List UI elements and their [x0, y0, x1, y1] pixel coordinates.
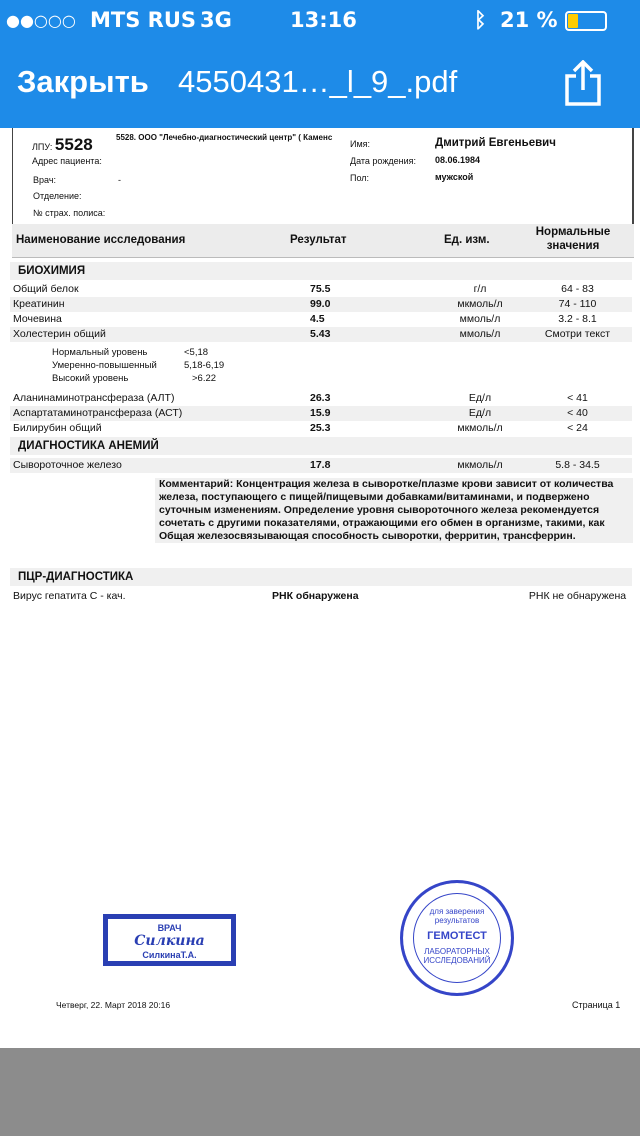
footer-date: Четверг, 22. Март 2018 20:16: [56, 1000, 171, 1010]
policy-label: № страх. полиса:: [33, 208, 106, 218]
iron-comment: Комментарий: Концентрация железа в сыворотке/плазме крови зависит от количества железа, поступающего с пищей/пищевыми добавками/витаминами, и подвержено суточным изменениям. Определение уровня сывороточного железа рекомендуется сочетать с другими показателями, отражающими его обмен в организме, такими, как Общая железосвязывающая способность сыворотки, ферритин, трансферрин.: [155, 478, 633, 543]
network: 3G: [200, 8, 232, 32]
document-title: 4550431…_l_9_.pdf: [178, 64, 458, 99]
sex-value: мужской: [435, 172, 474, 182]
table-row: [10, 391, 632, 406]
cell-name: Сывороточное железо: [13, 459, 122, 471]
lpu-org: 5528. ООО "Лечебно-диагностический центр" ( Каменс: [116, 133, 333, 142]
doctor-stamp: ВРАЧ Силкина СилкинаТ.А.: [103, 914, 236, 966]
doctor-value: -: [118, 175, 121, 185]
cell-result: 26.3: [310, 392, 331, 404]
doctor-label: Врач:: [33, 175, 57, 185]
cell-norm: < 41: [567, 392, 588, 404]
cell-result: РНК обнаружена: [272, 590, 359, 602]
table-row: [10, 327, 632, 342]
cell-norm: 74 - 110: [558, 298, 597, 310]
cell-unit: г/л: [473, 283, 487, 295]
signal-icon: ●●○○○: [6, 11, 76, 30]
col-result: Результат: [290, 234, 347, 246]
note-label: Умеренно-повышенный: [52, 360, 157, 371]
cell-name: Холестерин общий: [13, 328, 106, 340]
battery-percent: 21 %: [500, 8, 558, 32]
department-label: Отделение:: [33, 191, 82, 201]
cell-unit: ммоль/л: [459, 328, 501, 340]
carrier: MTS RUS: [90, 8, 197, 32]
cell-result: 25.3: [310, 422, 331, 434]
sex-label: Пол:: [350, 173, 370, 183]
section-biochemistry: БИОХИМИЯ: [10, 262, 632, 280]
cell-unit: мкмоль/л: [457, 422, 503, 434]
cell-result: 75.5: [310, 283, 331, 295]
cell-name: Мочевина: [13, 313, 62, 325]
table-row: [10, 282, 632, 297]
cell-norm: 3.2 - 8.1: [558, 313, 597, 325]
cell-name: Вирус гепатита С - кач.: [13, 590, 126, 602]
cell-result: 5.43: [310, 328, 331, 340]
cell-name: Общий белок: [13, 283, 79, 295]
cell-unit: ммоль/л: [459, 313, 501, 325]
laboratory-seal: для заверения результатов ГЕМОТЕСТ ЛАБОРАТОРНЫХ ИССЛЕДОВАНИЙ: [400, 880, 514, 996]
close-button[interactable]: Закрыть: [17, 64, 149, 99]
share-icon[interactable]: [563, 60, 603, 106]
table-header: [12, 224, 634, 258]
cell-unit: мкмоль/л: [457, 298, 503, 310]
section-anemia: ДИАГНОСТИКА АНЕМИЙ: [10, 437, 632, 455]
cholesterol-note: [52, 346, 224, 385]
cell-norm: РНК не обнаружена: [528, 590, 627, 602]
name-label: Имя:: [350, 139, 371, 149]
note-value: >6.22: [192, 373, 217, 384]
lpu-label: ЛПУ:: [32, 142, 53, 152]
col-unit: Ед. изм.: [444, 234, 490, 246]
dob-label: Дата рождения:: [350, 156, 416, 166]
cell-unit: мкмоль/л: [457, 459, 503, 471]
table-row: [10, 406, 632, 421]
table-row: [10, 297, 632, 312]
table-row: [10, 421, 632, 436]
col-name: Наименование исследования: [16, 234, 186, 246]
battery-icon: [565, 11, 607, 31]
cell-name: Аланинаминотрансфераза (АЛТ): [13, 392, 175, 404]
col-norm-2: значения: [546, 240, 600, 252]
col-norm: Нормальные: [535, 226, 611, 238]
table-row: [10, 458, 632, 473]
cell-norm: 5.8 - 34.5: [555, 459, 600, 471]
dob-value: 08.06.1984: [435, 155, 481, 165]
note-value: 5,18-6,19: [184, 360, 225, 371]
cell-result: 17.8: [310, 459, 331, 471]
cell-name: Креатинин: [13, 298, 65, 310]
cell-norm: < 40: [567, 407, 588, 419]
note-label: Нормальный уровень: [52, 347, 148, 358]
table-row: [10, 312, 632, 327]
cell-name: Аспартатаминотрансфераза (АСТ): [13, 407, 183, 419]
cell-result: 15.9: [310, 407, 331, 419]
cell-unit: Ед/л: [468, 407, 492, 419]
cell-result: 99.0: [310, 298, 331, 310]
cell-norm: Смотри текст: [544, 328, 611, 340]
note-label: Высокий уровень: [52, 373, 129, 384]
note-value: <5,18: [184, 347, 209, 358]
address-label: Адрес пациента:: [32, 156, 102, 166]
cell-result: 4.5: [310, 313, 325, 325]
table-row: [10, 589, 632, 604]
cell-name: Билирубин общий: [13, 422, 102, 434]
page-number: Страница 1: [572, 1000, 621, 1010]
cell-norm: 64 - 83: [561, 283, 594, 295]
pdf-page: [0, 128, 640, 1048]
clock: 13:16: [290, 8, 357, 32]
bluetooth-icon: ᛒ: [474, 8, 487, 32]
lpu-value: 5528: [54, 135, 93, 154]
name-value: Дмитрий Евгеньевич: [435, 137, 556, 149]
top-bar: [0, 0, 640, 128]
cell-norm: < 24: [567, 422, 588, 434]
section-pcr: ПЦР-ДИАГНОСТИКА: [10, 568, 632, 586]
cell-unit: Ед/л: [468, 392, 492, 404]
